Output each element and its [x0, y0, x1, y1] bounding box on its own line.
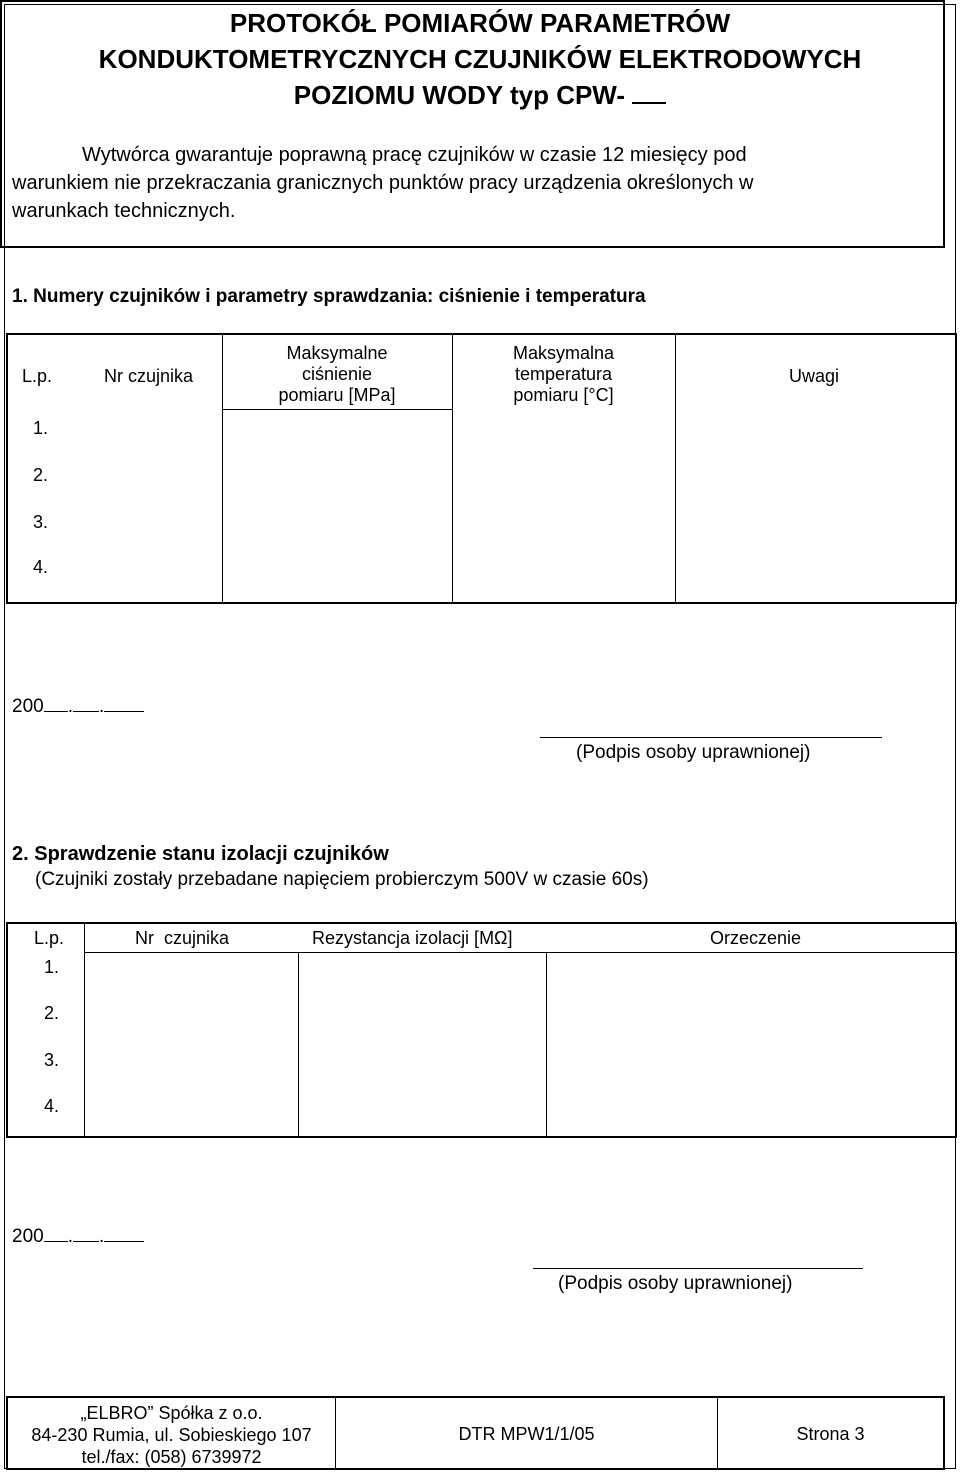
table-row: 2.: [33, 465, 49, 485]
section2-heading: 2. Sprawdzenie stanu izolacji czujników: [12, 843, 389, 865]
title-line-2: KONDUKTOMETRYCZNYCH CZUJNIKÓW ELEKTRODOWYCH: [98, 44, 862, 74]
footer-company-name: „ELBRO” Spółka z o.o.: [80, 1403, 263, 1423]
table-row: 1.: [44, 957, 60, 977]
footer-page-number: Strona 3: [796, 1424, 865, 1444]
s1-col-nr: Nr czujnika: [104, 366, 194, 386]
section2-signature-label: (Podpis osoby uprawnionej): [558, 1273, 793, 1294]
warranty-line-2: warunkiem nie przekraczania granicznych punktów pracy urządzenia określonych w: [12, 172, 754, 194]
section1-signature-line: [540, 737, 882, 738]
table-row: 3.: [33, 512, 49, 532]
table-row: 4.: [33, 557, 49, 577]
s2-col-resistance: Rezystancja izolacji [MΩ]: [312, 928, 513, 948]
s1-col-pressure: Maksymalne ciśnienie pomiaru [MPa]: [278, 343, 396, 405]
table-row: 2.: [44, 1003, 60, 1023]
warranty-line-1: Wytwórca gwarantuje poprawną pracę czujników w czasie 12 miesięcy pod: [82, 144, 747, 166]
section1-heading: 1. Numery czujników i parametry sprawdzania: ciśnienie i temperatura: [12, 286, 646, 307]
footer-doc-code: DTR MPW1/1/05: [458, 1424, 595, 1444]
footer-company-address: 84-230 Rumia, ul. Sobieskiego 107: [31, 1425, 312, 1445]
table-row: 1.: [33, 418, 49, 438]
section2-signature-line: [533, 1268, 863, 1269]
s2-col-nr: Nr czujnika: [135, 928, 230, 948]
footer-company-phone: tel./fax: (058) 6739972: [81, 1447, 262, 1467]
table-row: 4.: [44, 1096, 60, 1116]
s2-col-verdict: Orzeczenie: [710, 928, 802, 948]
section1-signature-label: (Podpis osoby uprawnionej): [576, 742, 811, 763]
section2-subheading: (Czujniki zostały przebadane napięciem probierczym 500V w czasie 60s): [35, 869, 649, 890]
s1-col-lp: L.p.: [22, 366, 53, 386]
section2-date: 200 . .: [12, 1223, 144, 1248]
title-line-1: PROTOKÓŁ POMIARÓW PARAMETRÓW: [229, 8, 731, 38]
s1-col-remarks: Uwagi: [789, 366, 840, 386]
warranty-line-3: warunkach technicznych.: [12, 200, 236, 222]
title-line-3: POZIOMU WODY typ CPW-: [0, 78, 960, 112]
footer-company: [8, 1402, 335, 1468]
section1-date: 200 . .: [12, 693, 144, 718]
table-row: 3.: [44, 1050, 60, 1070]
s1-col-temperature: Maksymalna temperatura pomiaru [°C]: [512, 343, 615, 405]
s2-col-lp: L.p.: [34, 928, 65, 948]
